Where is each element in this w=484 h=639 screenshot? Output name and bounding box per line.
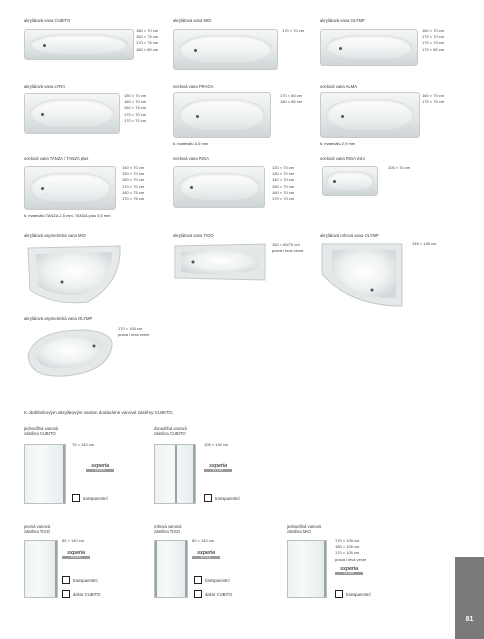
bathtub-image-mio-asymmetric [24, 242, 124, 306]
product-label-olymp-corner: akrylátová rohová vana OLYMP [320, 233, 379, 238]
screen-size-tigo-corner: 80 × 140 cm [192, 538, 215, 543]
sizes-lyra: 150 × 70 cm 160 × 70 cm 160 × 75 cm 170 × 70 cm 170 × 75 cm [124, 93, 147, 123]
product-label-tanza: ocelová vana TANZA / TANZA plus [24, 156, 89, 161]
page-tab [455, 557, 484, 639]
screen-label-cubito-double: dvoudílná vanová zástěna CUBITO [154, 426, 187, 436]
checkbox-label: transparentní [83, 496, 108, 501]
sizes-tigo: 160 × 80/70 cm pravá i levá verze [272, 242, 304, 254]
checkbox-decor[interactable] [62, 590, 70, 598]
sizes-olymp-corner: 145 × 145 cm [412, 241, 437, 246]
product-label-praga: ocelová vana PRAGA [173, 84, 214, 89]
product-label-mio: akrylátová vana MIO [173, 18, 212, 23]
bathtub-image-alma [320, 92, 420, 138]
product-label-alma: ocelová vana ALMA [320, 84, 358, 89]
screen-label-mio: jednodílná vanová zástěna MIO [287, 524, 321, 534]
checkbox-transparent[interactable] [62, 576, 70, 584]
sizes-olymp: 160 × 70 cm 170 × 70 cm 170 × 75 cm 170 × 80 cm [422, 28, 445, 52]
bathtub-image-praga [173, 92, 271, 138]
screen-label-cubito-single: jednodílná vanová zástěna CUBITO [24, 426, 58, 436]
checkbox-label: transparentní [73, 578, 98, 583]
checkbox-decor[interactable] [194, 590, 202, 598]
screen-image-mio [287, 540, 327, 598]
brand-logo: sxperia GLASS [86, 463, 114, 472]
checkbox-transparent[interactable] [194, 576, 202, 584]
screen-image-tigo-fixed [24, 540, 58, 598]
screen-label-tigo-corner: rohová vanová zástěna TIGO [154, 524, 182, 534]
bathtub-image-lyra [24, 93, 120, 134]
screen-image-tigo-corner [154, 540, 188, 598]
sizes-olymp-asymmetric: 170 × 100 cm pravá i levá verze [118, 326, 150, 338]
product-label-lyra: akrylátová vana LYRA [24, 84, 66, 89]
bathtub-image-cubito [24, 29, 134, 60]
product-label-mio-asymmetric: akrylátová asymetrická vana MIO [24, 233, 86, 238]
checkbox-transparent[interactable] [72, 494, 80, 502]
sizes-tanza: 140 × 70 cm 150 × 70 cm 160 × 70 cm 170 × 70 cm 160 × 75 cm 170 × 75 cm [122, 165, 145, 202]
screen-image-cubito-double [154, 444, 196, 504]
sizes-riga: 120 × 70 cm 130 × 70 cm 140 × 70 cm 150 × 70 cm 160 × 70 cm 170 × 70 cm [272, 165, 295, 202]
section-title-screens: K obdélníkovým akrylátovým vanám dodáváme vanové zástěny CUBITO: [24, 410, 174, 415]
checkbox-label: transparentní [215, 496, 240, 501]
product-label-olymp: akrylátová vana OLYMP [320, 18, 365, 23]
checkbox-label: transparentní [346, 592, 371, 597]
bathtub-image-olymp-corner [320, 242, 404, 308]
screen-image-cubito-single [24, 444, 66, 504]
screen-size-tigo-fixed: 80 × 140 cm [62, 538, 85, 543]
bathtub-image-mio [173, 29, 278, 70]
bathtub-image-tigo [173, 242, 267, 282]
checkbox-transparent[interactable] [204, 494, 212, 502]
product-label-tigo: akrylátová vana TIGO [173, 233, 214, 238]
sizes-riga-mini: 105 × 70 cm [388, 165, 411, 170]
bathtub-image-riga-mini [322, 166, 378, 196]
decor-label: dekor CUBITO [73, 592, 101, 597]
screen-sizes-mio: 170 × 105 cm 160 × 105 cm 170 × 105 cm pravá i levá verze [335, 538, 367, 562]
brand-logo: sxperia GLASS [192, 550, 220, 559]
sizes-alma: 160 × 75 cm 170 × 75 cm [422, 93, 445, 105]
product-label-olymp-asymmetric: akrylátová asymetrická vana OLYMP [24, 316, 93, 321]
bathtub-image-tanza [24, 166, 116, 210]
material-note-praga: tl. materiálu 3,5 mm [173, 141, 209, 146]
product-label-cubito: akrylátová vana CUBITO [24, 18, 71, 23]
brand-logo: sxperia GLASS [204, 463, 232, 472]
screen-label-tigo-fixed: pevná vanová zástěna TIGO [24, 524, 51, 534]
sizes-praga: 170 × 80 cm 180 × 80 cm [280, 93, 303, 105]
bathtub-image-olymp [320, 29, 418, 66]
checkbox-label: transparentní [205, 578, 230, 583]
screen-size-cubito-double: 105 × 140 cm [204, 442, 229, 447]
sizes-cubito: 180 × 70 cm 160 × 75 cm 170 × 75 cm 180 × 80 cm [136, 28, 159, 52]
sizes-mio: 170 × 70 cm [282, 28, 305, 33]
decor-label: dekor CUBITO [205, 592, 233, 597]
checkbox-transparent[interactable] [335, 590, 343, 598]
screen-size-cubito-single: 75 × 140 cm [72, 442, 95, 447]
bathtub-image-riga [173, 166, 265, 208]
product-label-riga-mini: ocelová vana RIGA mini [320, 156, 365, 161]
material-note-alma: tl. materiálu 2,9 mm [320, 141, 356, 146]
brand-logo: sxperia GLASS [335, 566, 363, 575]
product-label-riga: ocelová vana RIGA [173, 156, 210, 161]
material-note-tanza: tl. materiálu TANZA 2,5 mm, TANZA plus 3,5 mm [24, 213, 111, 218]
brand-logo: sxperia GLASS [62, 550, 90, 559]
page-number: 81 [465, 616, 474, 623]
bathtub-image-olymp-asymmetric [24, 326, 116, 380]
